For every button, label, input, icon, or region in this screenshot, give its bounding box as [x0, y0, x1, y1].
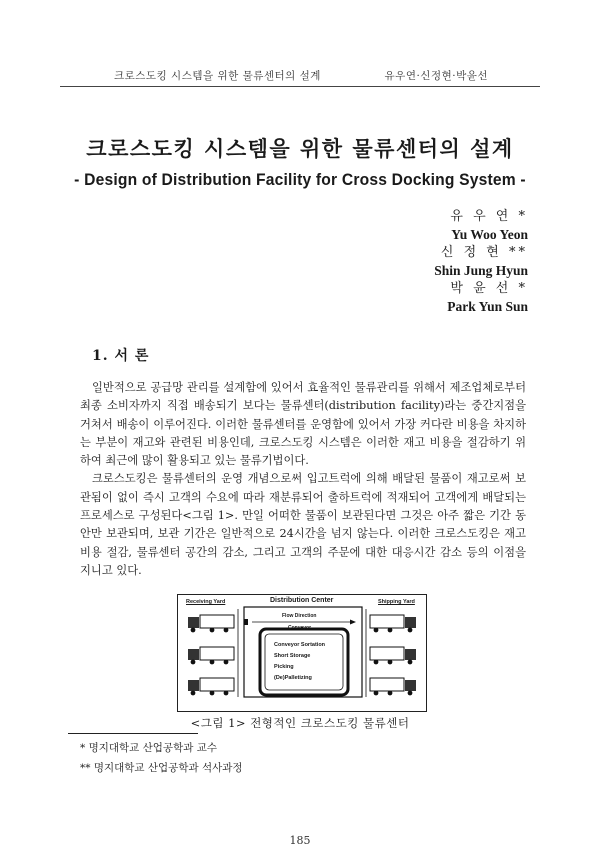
- conveyor-label: Conveyor: [288, 625, 312, 631]
- outbound-truck: [370, 678, 416, 695]
- footnote-rule: [68, 733, 198, 734]
- body-text: [80, 379, 526, 580]
- flow-direction-label: Flow Direction: [282, 613, 317, 619]
- inbound-truck: [188, 647, 234, 664]
- author-list: [434, 208, 528, 316]
- page-number: 185: [289, 834, 311, 847]
- operation-label: Conveyor Sortation: [274, 642, 326, 648]
- author-name-korean: 신 정 현 **: [440, 245, 528, 260]
- inbound-truck: [188, 678, 234, 695]
- footnote: ** 명지대학교 산업공학과 석사과정: [80, 762, 243, 774]
- shipping-yard-label: Shipping Yard: [378, 599, 415, 605]
- running-header-title: 크로스도킹 시스템을 위한 물류센터의 설계: [114, 70, 321, 82]
- dock-door: [244, 619, 248, 625]
- running-header-authors: 유우연·신정현·박윤선: [384, 70, 488, 82]
- author-name-korean: 유 우 연 *: [450, 209, 528, 224]
- author-name-korean: 박 윤 선 *: [450, 281, 528, 296]
- paper-title-korean: 크로스도킹 시스템을 위한 물류센터의 설계: [86, 136, 514, 161]
- running-header: [60, 60, 540, 84]
- header-rule: [60, 86, 540, 87]
- operation-label: Picking: [274, 664, 294, 670]
- body-paragraph: 일반적으로 공급망 관리를 설계함에 있어서 효율적인 물류관리를 위해서 제조업체로부터 최종 소비자까지 직접 배송되기 보다는 물류센터(distribution facility)라는 중간지점을 거쳐서 배송이 이루어진다. 이러한 물류센터를 운영함에 있어서 가장 커다란 비용을 차지하는 부분이 재고와 관련된 비용인데, 크로스도킹 시스템은 이러한 재고 비용을 절감하기 위하여 최근에 많이 활용되고 있는 물류기법이다.: [80, 381, 526, 468]
- author-name-english: Park Yun Sun: [447, 299, 528, 314]
- outbound-truck: [370, 647, 416, 664]
- facility-outline: [244, 607, 362, 697]
- section-heading: 1. 서 론: [92, 348, 150, 364]
- figure-caption: <그림 1> 전형적인 크로스도킹 물류센터: [190, 716, 410, 730]
- footnotes: [80, 738, 243, 778]
- distribution-center-label: Distribution Center: [270, 597, 334, 604]
- operation-label: Short Storage: [274, 653, 311, 659]
- author-name-english: Yu Woo Yeon: [451, 227, 528, 242]
- operation-label: (De)Palletizing: [274, 675, 312, 681]
- author-name-english: Shin Jung Hyun: [434, 263, 528, 278]
- body-paragraph: 크로스도킹은 물류센터의 운영 개념으로써 입고트럭에 의해 배달된 물품이 재고로써 보관됨이 없이 즉시 고객의 수요에 따라 재분류되어 출하트럭에 적재되어 고객에게 배달되는 프로세스로 구성된다<그림 1>. 만일 어떠한 물품이 보관된다면 그것은 아주 짧은 기간 동안만 보관되며, 보관 기간은 일반적으로 24시간을 넘지 않는다. 이러한 크로스도킹은 재고 비용 절감, 물류센터 공간의 감소, 그리고 고객의 주문에 대한 대응시간 감소 등의 이점을 지니고 있다.: [80, 472, 526, 577]
- footnote: * 명지대학교 산업공학과 교수: [80, 742, 217, 754]
- cross-docking-figure: [177, 594, 427, 712]
- receiving-yard-label: Receiving Yard: [186, 599, 226, 605]
- inbound-truck: [188, 615, 234, 632]
- outbound-truck: [370, 615, 416, 632]
- paper-title-english: - Design of Distribution Facility for Cross Docking System -: [74, 170, 526, 189]
